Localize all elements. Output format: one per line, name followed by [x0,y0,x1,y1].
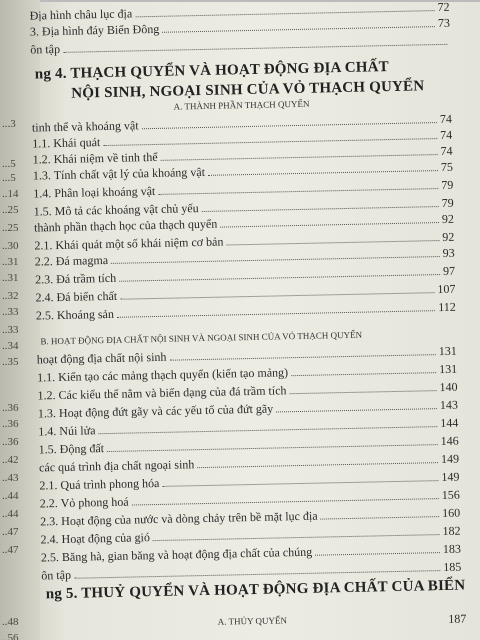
toc-leader-dots [162,25,435,33]
toc-leader-dots [220,221,439,228]
toc-entry-text: 2.1. Khái quát một số khái niệm cơ bản [34,234,224,253]
left-page-number: ..44 [2,508,19,520]
toc-leader-dots [291,371,436,376]
toc-page-number: 182 [442,523,461,539]
toc-entry-text: 2.2. Vỏ phong hoá [39,494,129,511]
left-page-number: ..32 [2,290,19,302]
section-b-heading: B. HOẠT ĐỘNG ĐỊA CHẤT NỘI SINH VÀ NGOẠI SINH CỦA VỎ THẠCH QUYỂN [40,329,363,347]
left-page-number: ..36 [2,436,19,448]
toc-page-number: 79 [441,177,454,192]
toc-entry-text: 3. Địa hình đáy Biển Đông [29,21,160,39]
chapter-5-title: ng 5. THUỶ QUYỂN VÀ HOẠT ĐỘNG ĐỊA CHẤT CỦA BIỂN [45,577,466,603]
toc-entry-text: 1.2. Các kiểu thế nằm và biến dạng của đá trầm tích [37,383,287,403]
left-page-number: ..48 [2,616,19,628]
toc-page-number: 149 [441,469,460,485]
toc-page-number: 156 [441,487,460,503]
toc-entry-text: 2.5. Băng hà, gian băng và hoạt động địa chất của chúng [40,544,313,565]
toc-entry-text: ôn tập [41,567,72,583]
toc-entry-text: Địa hình châu lục địa [29,6,133,23]
toc-leader-dots [315,551,440,556]
chapter-4-title-line-2: NỘI SINH, NGOẠI SINH CỦA VỎ THẠCH QUYỂN [71,78,425,102]
toc-page-number: 131 [438,361,458,377]
toc-entry-text: 1.1. Khái quát [32,135,101,151]
left-page-number: ...3 [2,118,16,130]
left-page-number: ..34 [2,340,19,352]
toc-page-number: 73 [437,15,451,31]
toc-entry-text: các quá trình địa chất ngoại sinh [38,457,195,475]
toc-entry-text: 1.2. Khái niệm về tinh thể [32,149,158,167]
left-page-number: ..47 [2,526,19,538]
toc-row-last [396,610,466,627]
section-a5-heading: A. THỦY QUYỂN [217,615,288,627]
toc-entry-text: 1.4. Phân loại khoáng vật [33,183,156,201]
left-page-number: ..47 [2,544,19,556]
left-page-number: ..36 [2,402,19,414]
toc-page-number: 146 [440,433,459,449]
toc-leader-dots [276,407,437,412]
toc-leader-dots [158,187,438,195]
toc-page-number: 160 [441,505,461,521]
toc-entry-text: 2.5. Khoáng sản [35,306,115,323]
toc-page-number: 144 [440,415,459,431]
toc-page-number: 143 [439,397,459,413]
left-page-number: ..25 [2,222,19,234]
toc-entry-text: 2.3. Đá trầm tích [35,270,117,287]
toc-page-number: 149 [440,451,460,467]
toc-leader-dots [74,569,440,579]
toc-page-number: 74 [439,111,453,126]
toc-entry-text: ôn tập [30,41,61,57]
toc-entry-text: 2.4. Đá biến chất [35,288,118,305]
toc-page-number: 92 [442,229,455,244]
toc-leader-dots [117,309,435,318]
toc-entry-text: 1.1. Kiến tạo các mảng thạch quyển (kiến tạo mảng) [37,365,289,385]
toc-page-number: 185 [443,559,462,575]
toc-page-number: 92 [441,211,455,226]
toc-page-number: 74 [440,143,453,158]
toc-page-number: 72 [437,0,450,15]
toc-entry-text: 1.4. Núi lửa [38,423,96,439]
toc-leader-dots [289,389,436,394]
toc-page-number: 131 [438,343,457,359]
toc-leader-dots [162,479,438,487]
toc-entry-text: hoạt động địa chất nội sinh [36,349,167,367]
left-page-number: ..44 [2,490,19,502]
left-page-number: ..42 [2,454,19,466]
toc-page-number: 97 [442,263,456,278]
chapter-4-title-line-1: ng 4. THẠCH QUYỂN VÀ HOẠT ĐỘNG ĐỊA CHẤT [34,59,390,83]
toc-leader-dots [153,533,440,541]
toc-entry-text: 1.3. Tính chất vật lý của khoáng vật [32,164,206,183]
left-page-number: ..25 [2,204,19,216]
toc-page-number: 112 [438,299,456,315]
toc-entry-text: 2.4. Hoạt động của gió [40,530,151,547]
left-page-number: ..33 [2,324,19,336]
toc-page-number: 140 [439,379,458,395]
toc-entry-text: 1.5. Mô tả các khoáng vật chủ yếu [33,201,199,219]
toc-entry-text: tinh thể và khoáng vật [31,118,139,135]
toc-page-number: 79 [441,195,454,210]
toc-page-number: 183 [442,541,462,557]
section-a-heading: A. THÀNH PHẦN THẠCH QUYỂN [173,98,310,112]
left-page-number: ..36 [2,418,19,430]
toc-page-number: 187 [448,611,467,626]
toc-page-number: 75 [440,159,454,174]
toc-page-number: 74 [440,127,453,142]
toc-entry-text: 1.3. Hoạt động đứt gãy và các yếu tố của đứt gãy [37,401,274,421]
toc-entry-text: 2.2. Đá magma [34,252,109,269]
left-page-number: ..35 [2,356,19,368]
left-page-number: ..31 [2,272,19,284]
left-page-number: ..33 [2,306,19,318]
toc-leader-dots [169,353,435,361]
toc-leader-dots [208,169,438,176]
left-page-number: ..14 [2,188,19,200]
left-page-number: ...5 [2,158,16,170]
toc-leader-dots [321,515,440,519]
left-page-number: ..30 [2,240,19,252]
left-page-number: ..56 [2,632,19,640]
left-page-number: ..43 [2,472,19,484]
left-page-number: ..31 [2,256,19,268]
toc-leader-dots [63,43,447,53]
toc-page-number: 107 [437,281,456,297]
left-page-number: ...5 [2,172,16,184]
toc-page-number: 93 [442,245,455,260]
toc-entry-text: thành phần thạch học của thạch quyển [33,216,218,235]
toc-entry-text: 2.1. Quá trình phong hóa [39,475,160,493]
toc-entry-text: 1.5. Động đất [38,441,105,457]
toc-leader-dots [197,461,438,468]
toc-entry-text: 2.3. Hoạt động của nước và dòng chảy trên bề mặt lục địa [40,508,318,529]
